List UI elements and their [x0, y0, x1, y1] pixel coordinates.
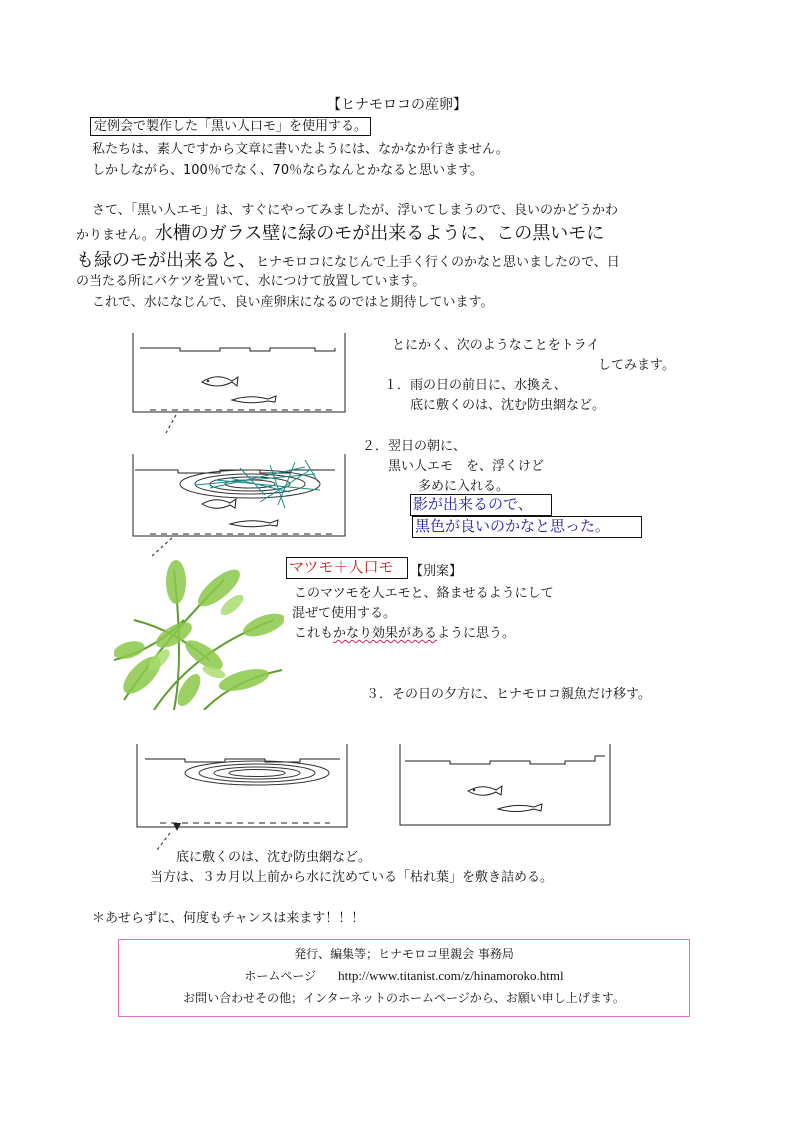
fish-icon — [202, 377, 238, 386]
bottom-note-line-2: 当方は、３カ月以上前から水に沈めている「枯れ葉」を敷き詰める。 — [150, 870, 554, 885]
footer-homepage-url[interactable]: http://www.titanist.com/z/hinamoroko.html — [338, 968, 564, 983]
para-line-2 — [76, 219, 604, 245]
footer-publisher: 発行、編集等；ヒナモロコ里親会 事務局 — [294, 947, 514, 961]
fish-icon — [468, 786, 502, 795]
fish-icon — [230, 520, 278, 527]
alternative-line-3-pre: これも — [294, 626, 334, 641]
try-line-2: してみます。 — [598, 358, 675, 373]
alternative-line-2: 混ぜて使用する。 — [292, 606, 397, 621]
footer-homepage-label: ホームページ — [244, 969, 317, 983]
fish-icon — [232, 396, 276, 403]
tank-diagram-2 — [120, 450, 360, 560]
para-line-5: これで、水になじんで、良い産卵床になるのではと期待しています。 — [92, 295, 494, 310]
fish-icon — [498, 804, 542, 812]
tank-diagram-3 — [125, 735, 365, 855]
para-line-4: の当たる所にバケツを置いて、水につけて放置しています。 — [76, 274, 426, 289]
floating-artificial-weed-icon — [185, 761, 329, 785]
tank-diagram-4 — [390, 735, 630, 835]
step-3-line: ３．その日の夕方に、ヒナモロコ親魚だけ移す。 — [366, 687, 651, 702]
step-1-line-2: 底に敷くのは、沈む防虫網など。 — [410, 398, 606, 413]
intro-boxed-line: 定例会で製作した「黒い人口モ」を使用する。 — [90, 117, 371, 136]
intro-line-2: 私たちは、素人ですから文章に書いたようには、なかなか行きません。 — [92, 142, 509, 157]
alternative-line-3-emphasis: かなり効果がある — [333, 626, 438, 641]
para-line-2-small: かりません。 — [76, 228, 155, 243]
bottom-note-line-1: 底に敷くのは、沈む防虫網など。 — [176, 850, 372, 865]
para-line-3 — [76, 246, 620, 272]
para-line-2-big: 水槽のガラス壁に緑のモが出来るように、この黒いモに — [154, 223, 605, 244]
pointer-arrow — [166, 415, 176, 433]
step-1-line-1: １．雨の日の前日に、水換え、 — [384, 378, 567, 393]
footer-box — [118, 939, 690, 1017]
intro-line-3: しかしながら、100％でなく、70％ならなんとかなると思います。 — [92, 163, 484, 178]
tank-diagram-1 — [120, 330, 360, 440]
footer-homepage-line — [119, 965, 689, 987]
alternative-line-1: このマツモを人エモと、絡ませるようにして — [294, 586, 554, 601]
alternative-plan-boxed-title: マツモ＋人口モ — [286, 557, 408, 579]
step-2-boxed-note-1: 影が出来るので、 — [410, 494, 552, 516]
fish-icon — [202, 499, 236, 508]
step-2-line-3: 多めに入れる。 — [418, 479, 510, 494]
para-line-1: さて、「黒い人エモ」は、すぐにやってみましたが、浮いてしまうので、良いのかどうかわ — [92, 203, 618, 218]
step-2-line-1: ２．翌日の朝に、 — [362, 439, 467, 454]
pointer-arrow — [152, 538, 172, 556]
alternative-plan-tag: 【別案】 — [410, 564, 463, 579]
footer-contact: お問い合わせその他；インターネットのホームページから、お願い申し上げます。 — [183, 991, 625, 1005]
try-line-1: とにかく、次のようなことをトライ — [392, 338, 600, 353]
alternative-line-3-post: ように思う。 — [437, 626, 516, 641]
matsumo-plant-icon — [114, 560, 284, 710]
step-2-boxed-note-2: 黒色が良いのかなと思った。 — [412, 516, 642, 538]
closing-note: ＊あせらずに、何度もチャンスは来ます！！！ — [92, 911, 365, 926]
floating-artificial-weed-icon — [180, 460, 320, 508]
para-line-3-big: も緑のモが出来ると、 — [76, 250, 256, 271]
alternative-line-3 — [294, 622, 515, 641]
para-line-3-small: ヒナモロコになじんで上手く行くのかなと思いましたので、日 — [256, 255, 620, 270]
page-title: 【ヒナモロコの産卵】 — [327, 97, 467, 113]
step-2-line-2: 黒い人エモ を、浮くけど — [388, 459, 545, 474]
